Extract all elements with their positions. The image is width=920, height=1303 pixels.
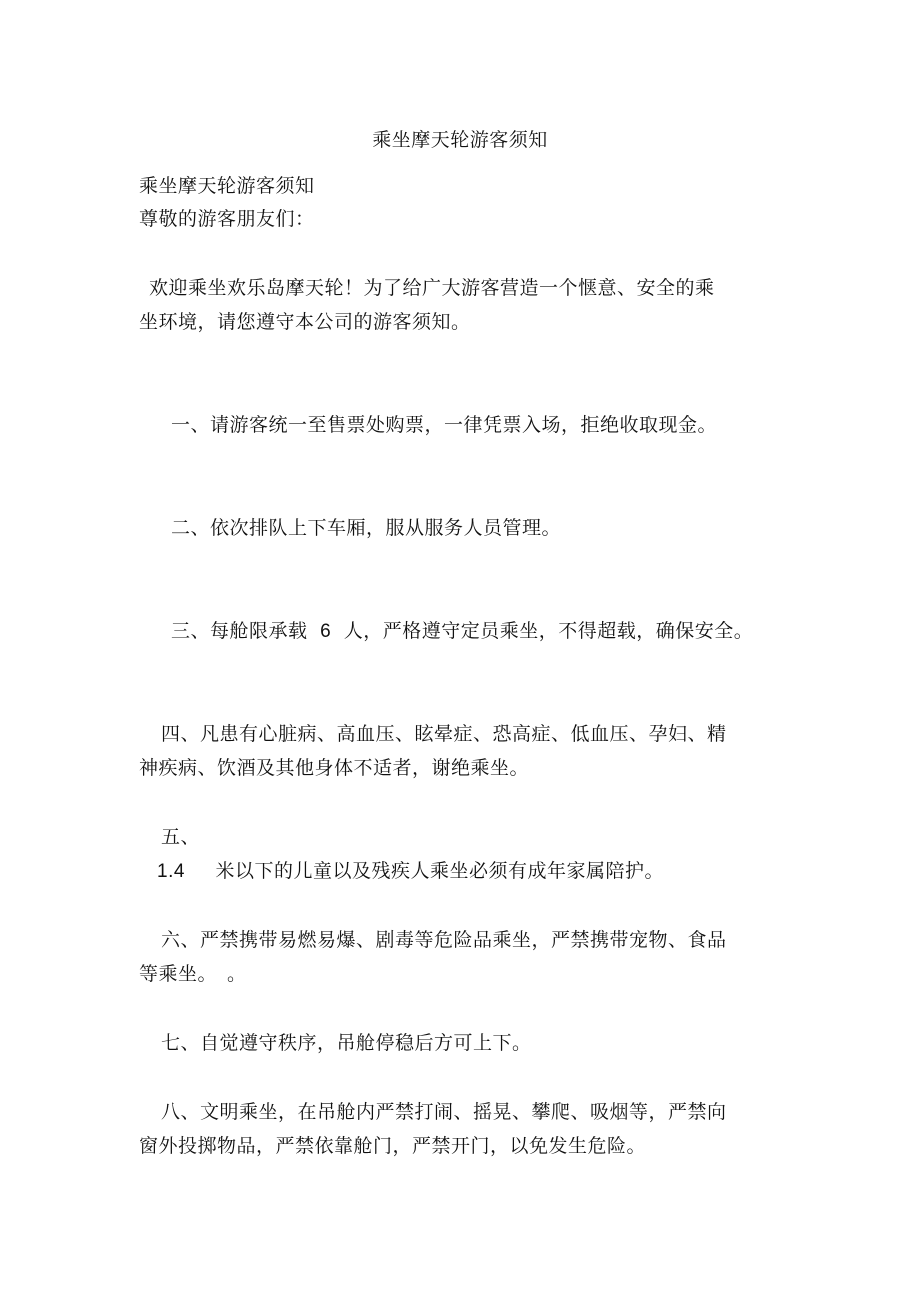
rule-6-line-2: 等乘坐。 。 xyxy=(139,963,247,985)
rule-4-line-1: 四、凡患有心脏病、高血压、眩晕症、恐高症、低血压、孕妇、精 xyxy=(161,723,727,745)
rule-5-number: 1.4 xyxy=(157,861,185,882)
rule-3-suffix: 人，严格遵守定员乘坐，不得超载，确保安全。 xyxy=(343,620,754,642)
document-title: 乘坐摩天轮游客须知 xyxy=(372,129,548,151)
rule-8-line-2: 窗外投掷物品，严禁依靠舱门，严禁开门，以免发生危险。 xyxy=(139,1135,647,1157)
rule-5-label: 五、 xyxy=(161,826,201,848)
rule-1: 一、请游客统一至售票处购票，一律凭票入场，拒绝收取现金。 xyxy=(171,414,718,436)
rule-5-text: 米以下的儿童以及残疾人乘坐必须有成年家属陪护。 xyxy=(215,860,664,882)
rule-3-number: 6 xyxy=(320,621,332,642)
rule-3 xyxy=(171,619,753,644)
rule-5-body xyxy=(157,859,664,884)
intro-line-2: 坐环境，请您遵守本公司的游客须知。 xyxy=(139,311,471,333)
rule-3-prefix: 三、每舱限承载 xyxy=(171,620,308,642)
intro-line-1: 欢迎乘坐欢乐岛摩天轮！为了给广大游客营造一个惬意、安全的乘 xyxy=(149,277,715,299)
rule-8-line-1: 八、文明乘坐，在吊舱内严禁打闹、摇晃、攀爬、吸烟等，严禁向 xyxy=(161,1101,727,1123)
rule-4-line-2: 神疾病、饮酒及其他身体不适者，谢绝乘坐。 xyxy=(139,757,530,779)
subtitle: 乘坐摩天轮游客须知 xyxy=(139,175,315,197)
rule-6-line-1: 六、严禁携带易燃易爆、剧毒等危险品乘坐，严禁携带宠物、食品 xyxy=(161,929,727,951)
rule-2: 二、依次排队上下车厢，服从服务人员管理。 xyxy=(171,517,562,539)
rule-7: 七、自觉遵守秩序，吊舱停稳后方可上下。 xyxy=(161,1032,532,1054)
greeting: 尊敬的游客朋友们： xyxy=(139,208,315,230)
